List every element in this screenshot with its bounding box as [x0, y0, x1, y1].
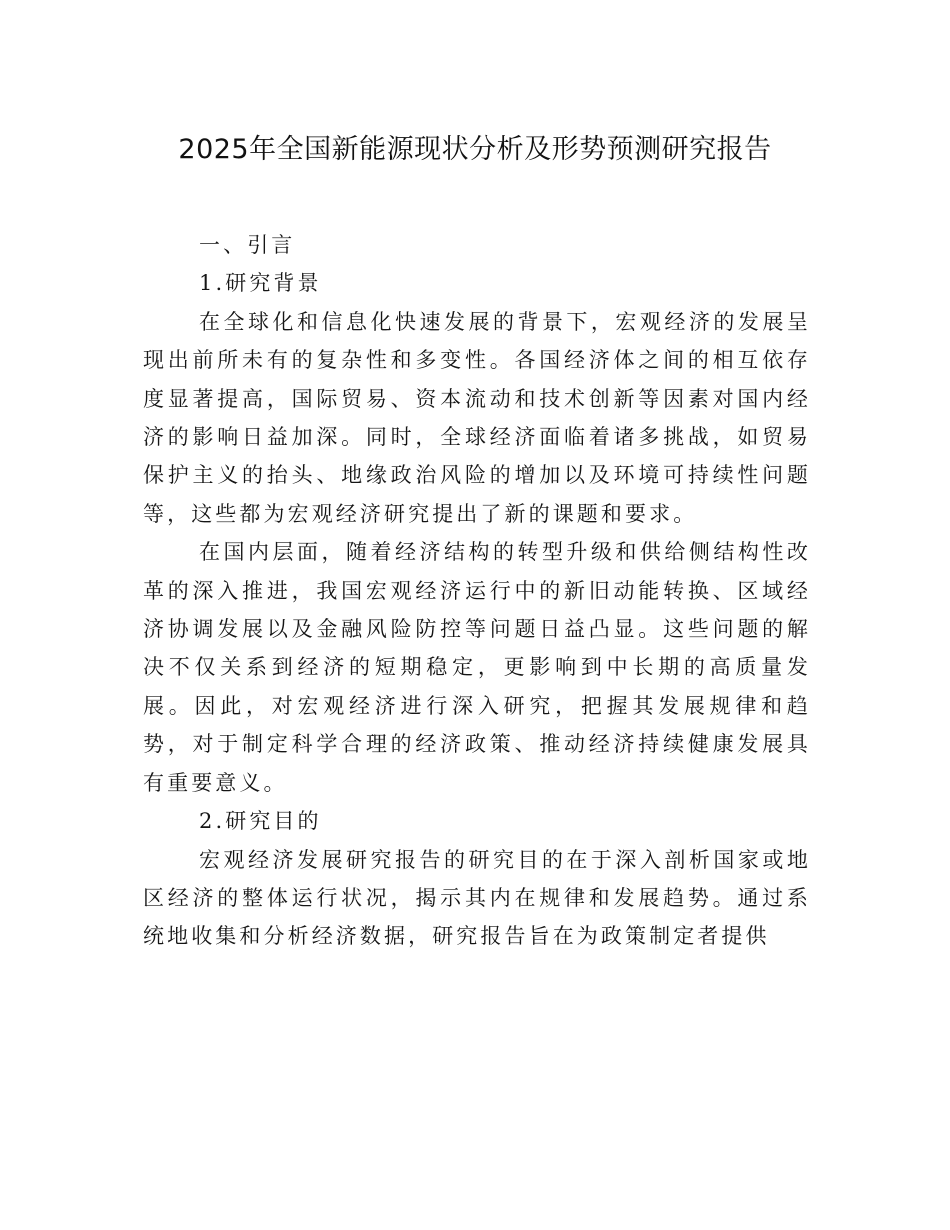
subsection-heading-background: 1.研究背景 [199, 271, 322, 296]
paragraph-background-1: 在全球化和信息化快速发展的背景下，宏观经济的发展呈现出前所未有的复杂性和多变性。各国经济体之间的相互依存度显著提高，国际贸易、资本流动和技术创新等因素对国内经济的影响日益加深。同时，全球经济面临着诸多挑战，如贸易保护主义的抬头、地缘政治风险的增加以及环境可持续性问题等，这些都为宏观经济研究提出了新的课题和要求。 [143, 309, 811, 526]
document-title: 2025年全国新能源现状分析及形势预测研究报告 [178, 134, 772, 166]
paragraph-background-2: 在国内层面，随着经济结构的转型升级和供给侧结构性改革的深入推进，我国宏观经济运行中的新旧动能转换、区域经济协调发展以及金融风险防控等问题日益凸显。这些问题的解决不仅关系到经济的短期稳定，更影响到中长期的高质量发展。因此，对宏观经济进行深入研究，把握其发展规律和趋势，对于制定科学合理的经济政策、推动经济持续健康发展具有重要意义。 [143, 540, 811, 795]
paragraph-purpose-1: 宏观经济发展研究报告的研究目的在于深入剖析国家或地区经济的整体运行状况，揭示其内在规律和发展趋势。通过系统地收集和分析经济数据，研究报告旨在为政策制定者提供 [143, 847, 811, 949]
section-heading-introduction: 一、引言 [199, 233, 296, 257]
subsection-heading-purpose: 2.研究目的 [199, 809, 322, 834]
document-body [143, 226, 811, 956]
